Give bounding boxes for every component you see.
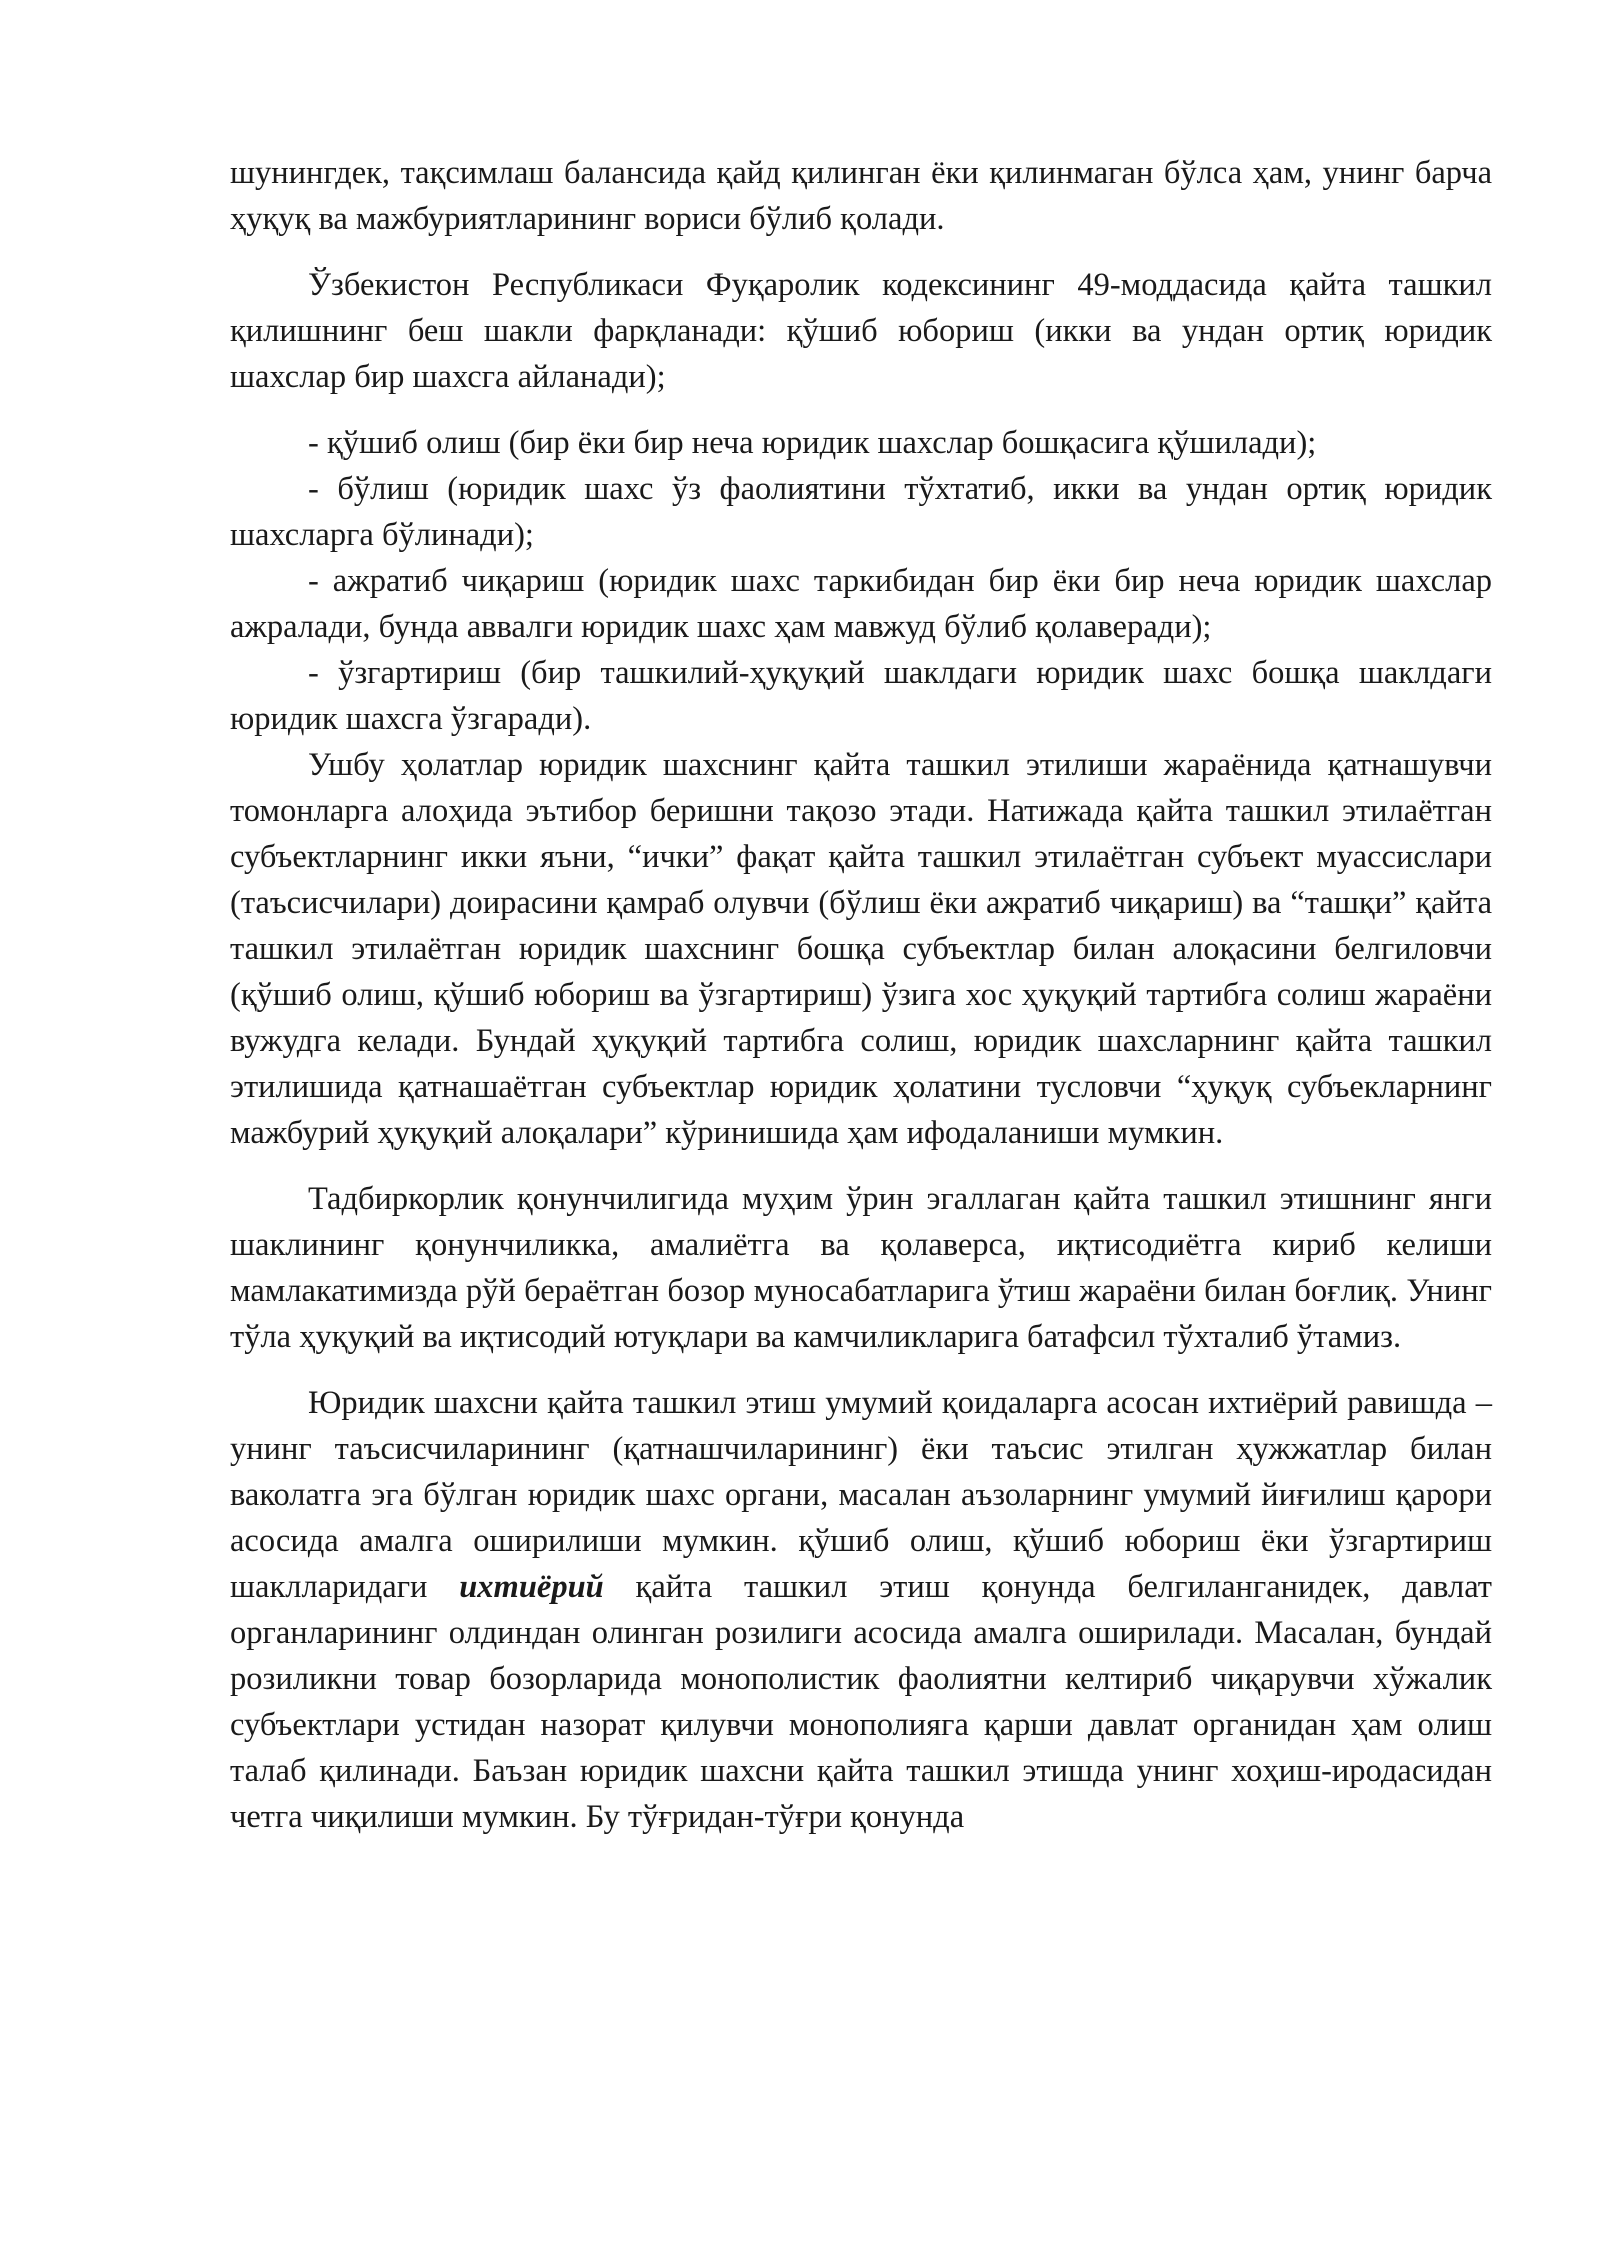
paragraph-continuation: шунингдек, тақсимлаш балансида қайд қилинган ёки қилинмаган бўлса ҳам, унинг барча ҳуқуқ ва мажбуриятларининг вориси бўлиб қолади. [230, 155, 1492, 237]
paragraph-voluntary-reorganization [230, 1380, 1492, 1840]
list-item-transformation: - ўзгартириш (бир ташкилий-ҳуқуқий шаклдаги юридик шахс бошқа шаклдаги юридик шахсга ўзгаради). [230, 655, 1492, 737]
emphasized-word: ихтиёрий [459, 1569, 604, 1605]
paragraph-entrepreneurship-law: Тадбиркорлик қонунчилигида муҳим ўрин эгаллаган қайта ташкил этишнинг янги шаклининг қонунчиликка, амалиётга ва қолаверса, иқтисодиётга кириб келиши мамлакатимизда рўй бераётган бозор муносабатларига ўтиш жараёни билан боғлиқ. Унинг тўла ҳуқуқий ва иқтисодий ютуқлари ва камчиликларига батафсил тўхталиб ўтамиз. [230, 1181, 1492, 1355]
list-item-merger-acquisition: - қўшиб олиш (бир ёки бир неча юридик шахслар бошқасига қўшилади); [308, 425, 1317, 461]
paragraph-text-before: Юридик шахсни қайта ташкил этиш умумий қоидаларга асосан ихтиёрий равишда – унинг таъсисчиларининг (қатнашчиларининг) ёки таъсис этилган ҳужжатлар билан ваколатга эга бўлган юридик шахс органи, масалан аъзоларнинг умумий йиғилиш қарори асосида амалга оширилиши мумкин. қўшиб олиш, қўшиб юбориш ёки ўзгартириш шаклларидаги [230, 1385, 1492, 1605]
list-item-separation: - ажратиб чиқариш (юридик шахс таркибидан бир ёки бир неча юридик шахслар ажралади, бунда аввалги юридик шахс ҳам мавжуд бўлиб қолаверади); [230, 563, 1492, 645]
list-item-division: - бўлиш (юридик шахс ўз фаолиятини тўхтатиб, икки ва ундан ортиқ юридик шахсларга бўлинади); [230, 471, 1492, 553]
paragraph-participants: Ушбу ҳолатлар юридик шахснинг қайта ташкил этилиши жараёнида қатнашувчи томонларга алоҳида эътибор беришни тақозо этади. Натижада қайта ташкил этилаётган субъектларнинг икки яъни, “ички” фақат қайта ташкил этилаётган субъект муассислари (таъсисчилари) доирасини қамраб олувчи (бўлиш ёки ажратиб чиқариш) ва “ташқи” қайта ташкил этилаётган юридик шахснинг бошқа субъектлар билан алоқасини белгиловчи (қўшиб олиш, қўшиб юбориш ва ўзгартириш) ўзига хос ҳуқуқий тартибга солиш жараёни вужудга келади. Бундай ҳуқуқий тартибга солиш, юридик шахсларнинг қайта ташкил этилишида қатнашаётган субъектлар юридик ҳолатини тусловчи “ҳуқуқ субъекларнинг мажбурий ҳуқуқий алоқалари” кўринишида ҳам ифодаланиши мумкин. [230, 747, 1492, 1151]
paragraph-text-after: қайта ташкил этиш қонунда белгиланганидек, давлат органларининг олдиндан олинган розилиги асосида амалга оширилади. Масалан, бундай розиликни товар бозорларида монополистик фаолиятни келтириб чиқарувчи хўжалик субъектлари устидан назорат қилувчи монополияга қарши давлат органидан ҳам олиш талаб қилинади. Баъзан юридик шахсни қайта ташкил этишда унинг хоҳиш-иродасидан четга чиқилиши мумкин. Бу тўғридан-тўғри қонунда [230, 1569, 1493, 1835]
paragraph-reorganization-forms: Ўзбекистон Республикаси Фуқаролик кодексининг 49-моддасида қайта ташкил қилишнинг беш шакли фарқланади: қўшиб юбориш (икки ва ундан ортиқ юридик шахслар бир шахсга айланади); [230, 267, 1492, 395]
